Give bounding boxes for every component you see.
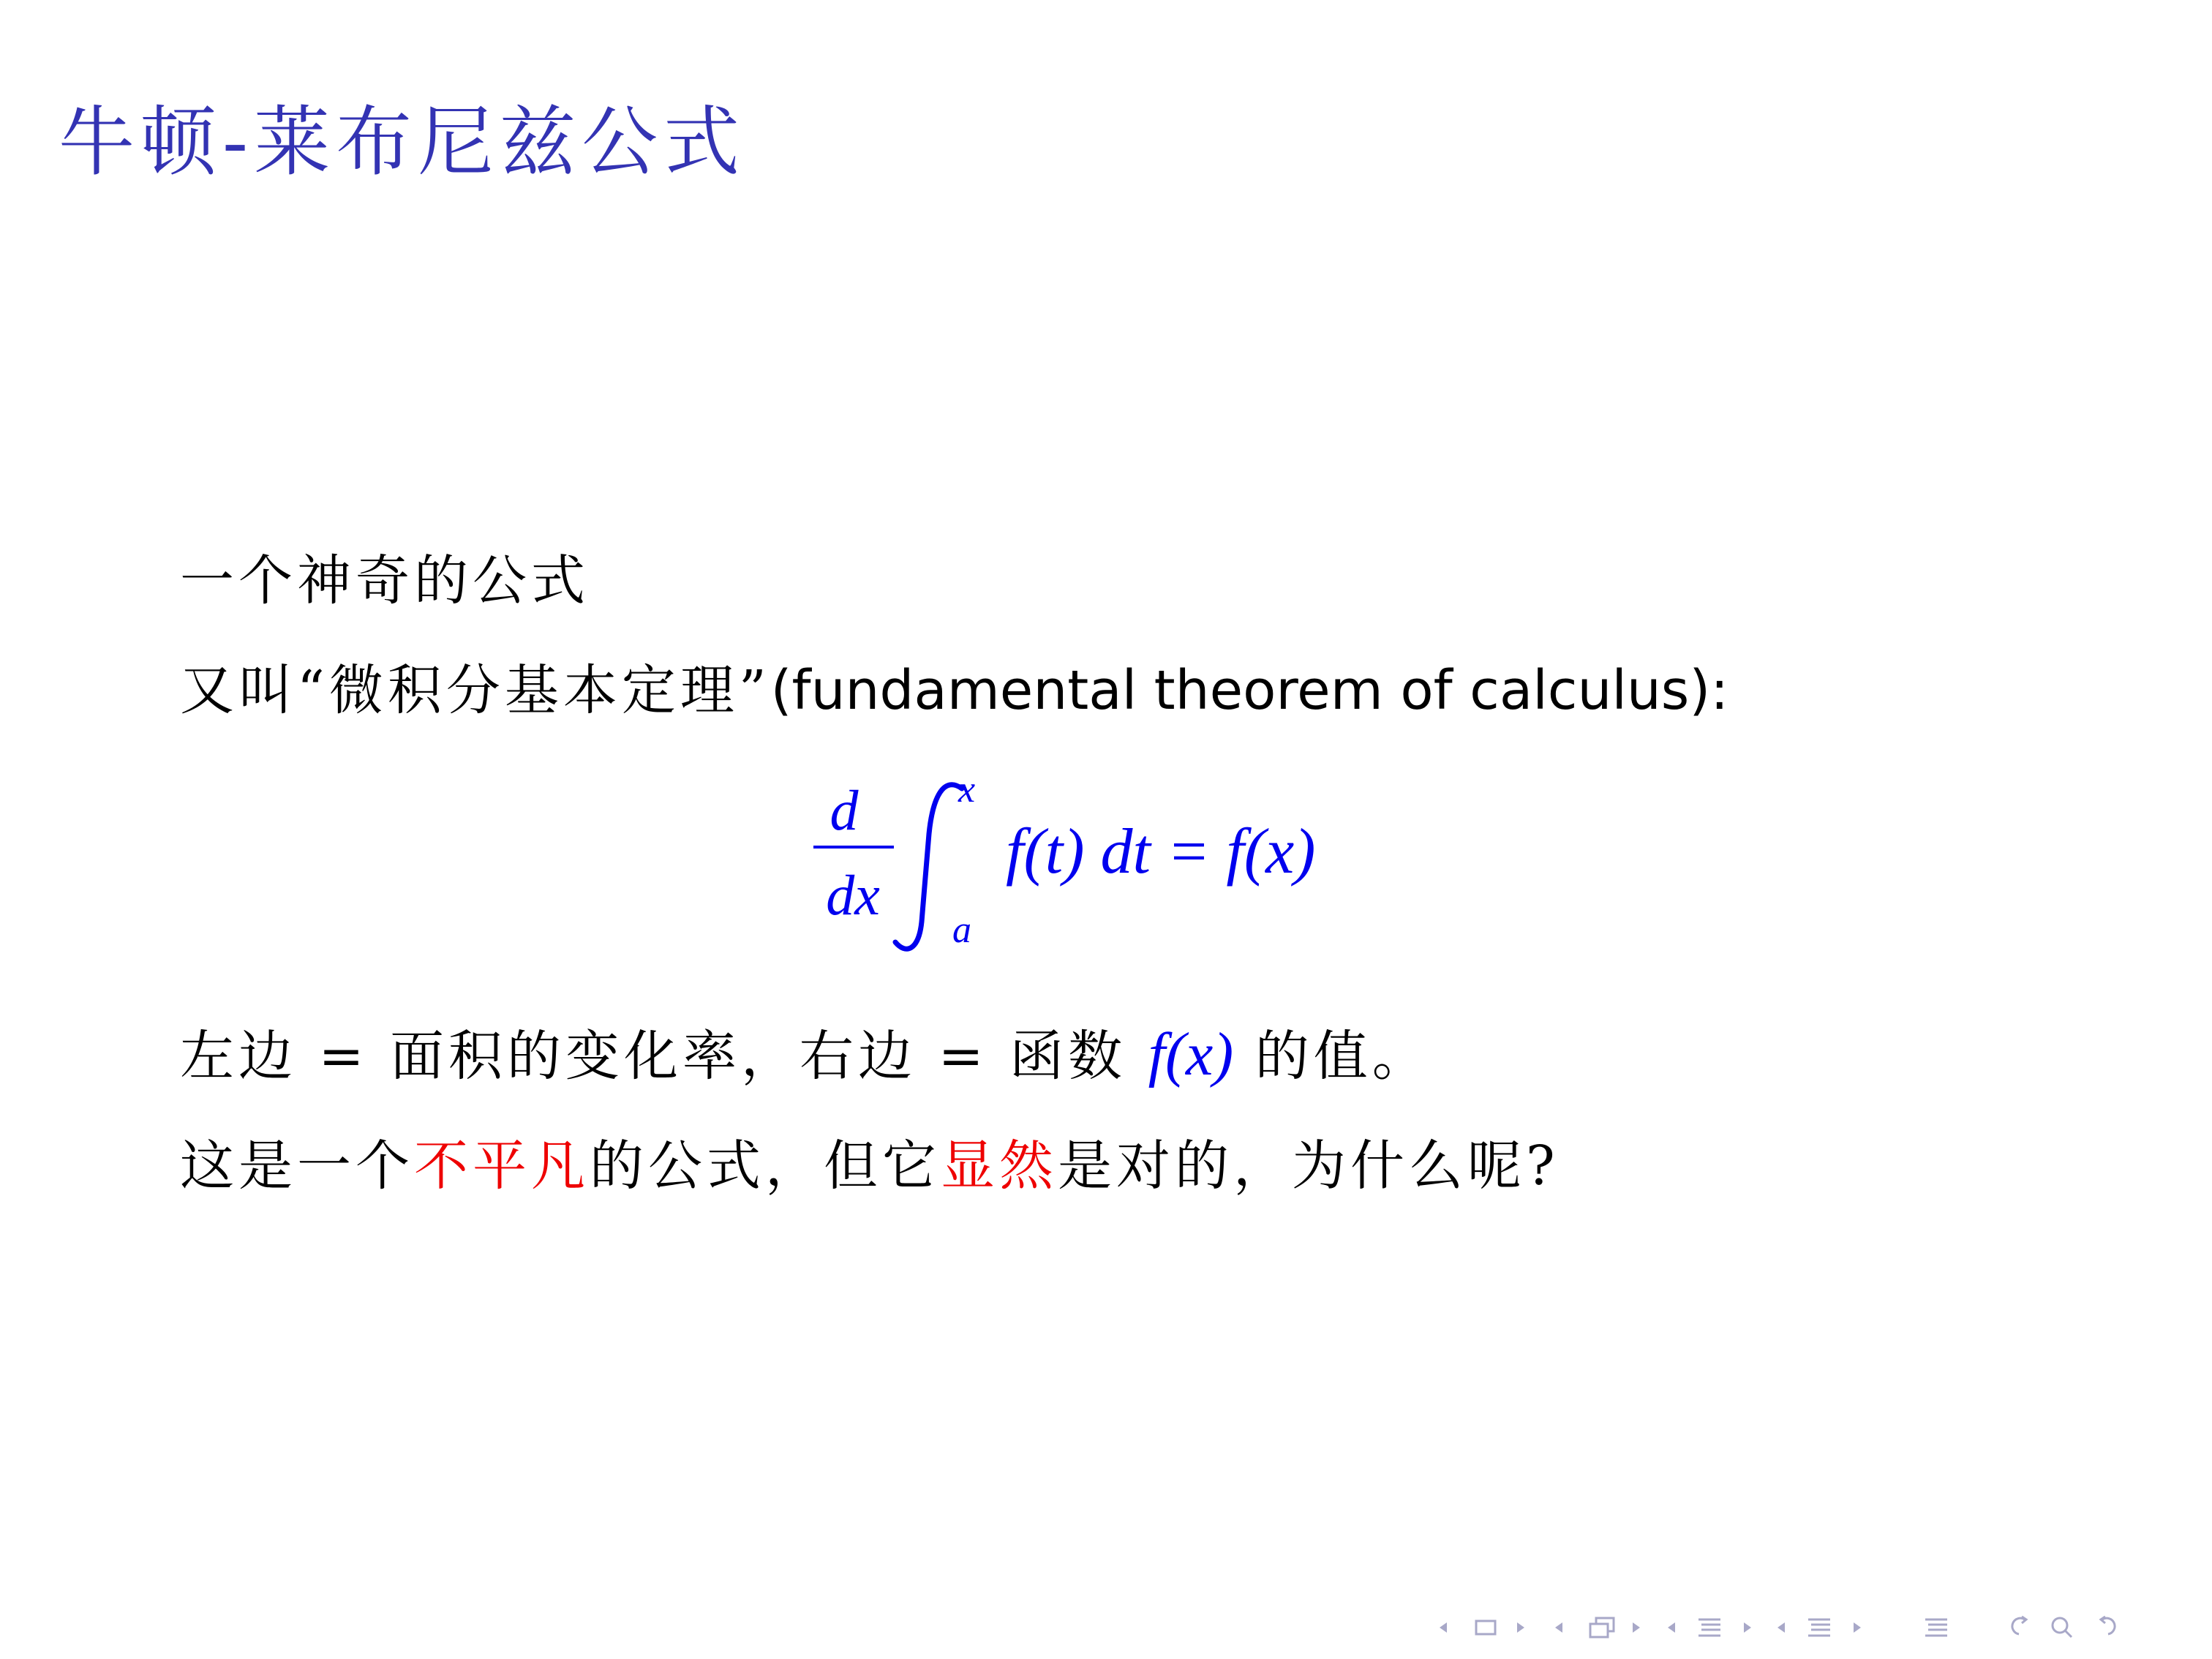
nav-frame-icon[interactable] <box>1476 1621 1495 1634</box>
question-part3: 是对的，为什么呢? <box>1058 1135 1560 1197</box>
formula <box>812 768 1434 966</box>
nav-next-outline-icon[interactable] <box>1854 1622 1861 1633</box>
question-line <box>180 1123 1560 1200</box>
formula-denominator: dx <box>826 863 880 927</box>
nav-next-subsection-icon[interactable] <box>1633 1622 1640 1633</box>
function-fx: f(x) <box>1148 1020 1234 1088</box>
highlight-nontrivial: 不平凡 <box>414 1135 590 1197</box>
question-part2: 的公式，但它 <box>590 1135 941 1197</box>
nav-prev-outline-icon[interactable] <box>1778 1622 1785 1633</box>
alias-line <box>180 647 1728 725</box>
beamer-navigation-bar <box>1434 1609 2180 1646</box>
formula-lower-limit: a <box>952 909 971 951</box>
explanation-end: 的值。 <box>1254 1025 1431 1088</box>
question-part1: 这是一个 <box>180 1135 414 1197</box>
formula-integrand: f(t) dt = f(x) <box>1006 816 1316 887</box>
nav-next-frame-icon[interactable] <box>1517 1622 1524 1633</box>
nav-undo-icon[interactable] <box>2012 1617 2026 1634</box>
nav-subsection-icon[interactable] <box>1590 1618 1614 1637</box>
nav-prev-subsection-icon[interactable] <box>1555 1622 1562 1633</box>
nav-doc-icon[interactable] <box>1925 1620 1947 1636</box>
nav-section-icon[interactable] <box>1698 1620 1720 1636</box>
nav-redo-icon[interactable] <box>2101 1617 2115 1634</box>
frame-title: 牛顿-莱布尼兹公式 <box>59 97 746 187</box>
highlight-obvious: 显然 <box>941 1135 1058 1197</box>
nav-outline-icon[interactable] <box>1808 1620 1830 1636</box>
explanation-line <box>180 1013 1431 1091</box>
formula-upper-limit: x <box>958 769 976 810</box>
nav-prev-frame-icon[interactable] <box>1440 1622 1447 1633</box>
alias-chinese: 又叫“微积分基本定理” <box>180 659 771 722</box>
nav-prev-section-icon[interactable] <box>1668 1622 1675 1633</box>
nav-search-icon[interactable] <box>2053 1618 2072 1637</box>
alias-english: (fundamental theorem of calculus): <box>770 659 1729 722</box>
nav-next-section-icon[interactable] <box>1744 1622 1751 1633</box>
formula-numerator: d <box>830 778 859 842</box>
explanation-text: 左边 = 面积的变化率，右边 = 函数 <box>180 1025 1127 1088</box>
intro-line: 一个神奇的公式 <box>180 549 590 612</box>
